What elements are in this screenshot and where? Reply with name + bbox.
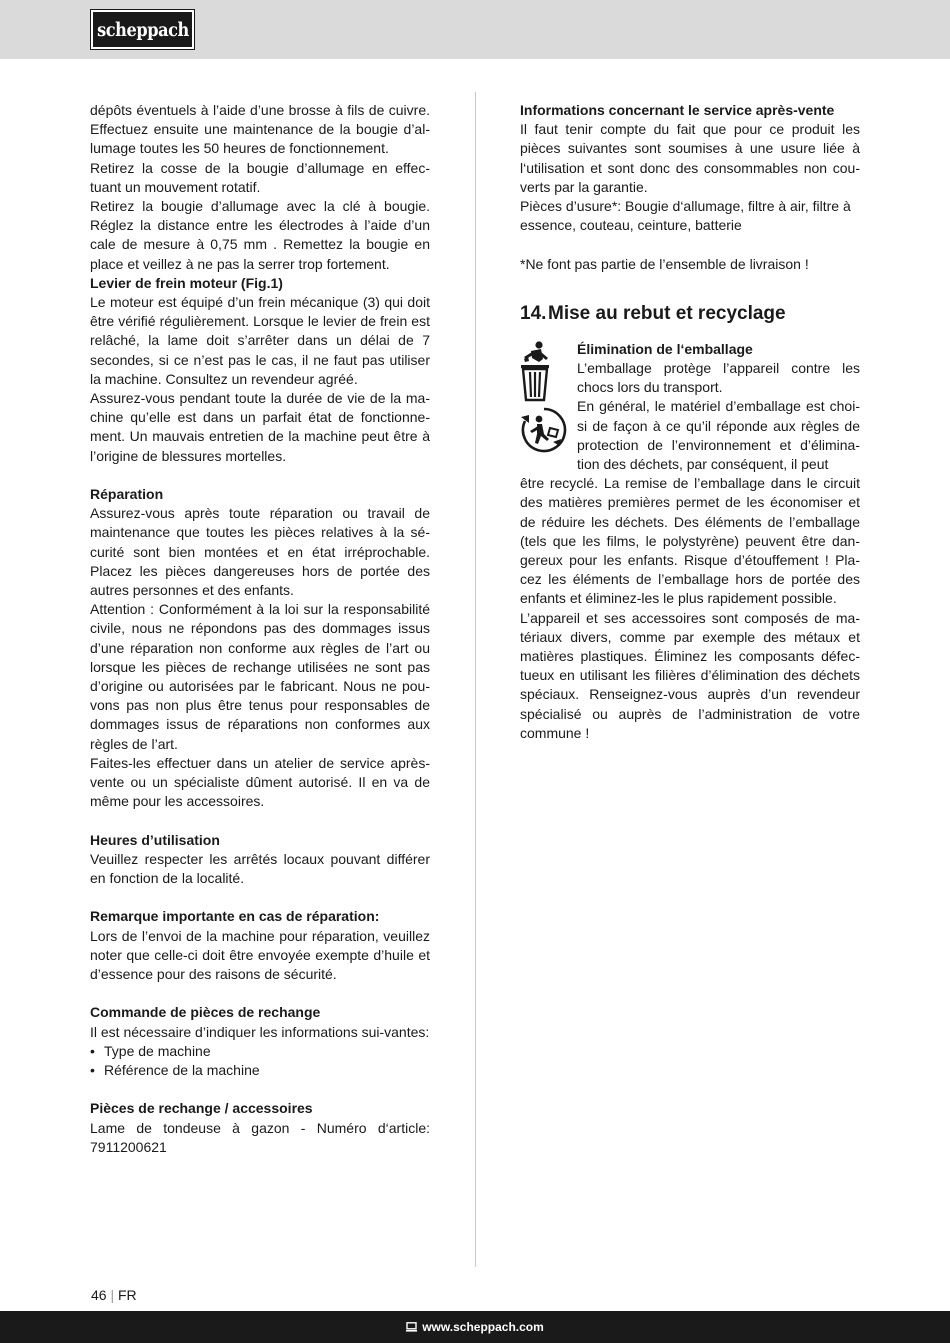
- packaging-paragraph-2a: En général, le matériel d’emballage est choi-si de façon à ce qu’il réponde aux règles de protection de l’environnement et d’élimina-tion des déchets, par conséquent, il peut: [577, 398, 860, 473]
- hours-heading: Heures d’utilisation: [90, 831, 220, 848]
- packaging-paragraph-2b: être recyclé. La remise de l’emballage dans le circuit des matières premières permet de les économiser et de réduire les déchets. Des éléments de l’emballage (tels que les films, le polystyrène) peuvent être dan-gereux pour les enfants. Risque d’étouffement ! Pla-cez les éléments de l’emballage hors de portée des enfants et éliminez-les le plus rapidement possible.: [520, 475, 860, 607]
- disposal-icons: [520, 340, 570, 454]
- order-paragraph: Il est nécessaire d’indiquer les informations sui-vantes:: [90, 1023, 430, 1040]
- spark-plug-paragraph-1: dépôts éventuels à l’aide d’une brosse à fils de cuivre. Effectuez ensuite une maintenance de la bougie d’al-lumage toutes les 50 heures de fonctionnement.: [90, 102, 430, 157]
- scheppach-logo: scheppach: [91, 10, 194, 49]
- computer-icon: [406, 1322, 417, 1332]
- repair-paragraph-2: Attention : Conformément à la loi sur la responsabilité civile, nous ne répondons pas des dommages issus d’une réparation non conforme aux règles de l’art ou lorsque les pièces de rechange utilisées ne sont pas d’origine ou autorisées par le fabricant. Nous ne pou-vons pas non plus être tenus pour responsables de dommages issus de réparations non conformes aux règles de l’art.: [90, 601, 430, 752]
- disposal-block: [520, 340, 860, 743]
- list-item: • Référence de la machine: [90, 1061, 430, 1080]
- remark-heading: Remarque importante en cas de réparation:: [90, 908, 380, 925]
- parts-heading: Pièces de rechange / accessoires: [90, 1100, 313, 1117]
- service-heading: Informations concernant le service après-vente: [520, 102, 835, 118]
- service-paragraph-2: Pièces d’usure*: Bougie d‘allumage, filtre à air, filtre à essence, couteau, ceinture, batterie: [520, 198, 851, 234]
- page-number: 46 | FR: [91, 1287, 137, 1303]
- list-item: • Type de machine: [90, 1042, 430, 1061]
- brake-paragraph-1: Le moteur est équipé d’un frein mécanique (3) qui doit être vérifié régulièrement. Lorsque le levier de frein est relâché, la lame doit s’arrêter dans un délai de 7 secondes, si ce n’est pas le cas, il ne faut pas utiliser la machine. Consultez un revendeur agréé.: [90, 294, 430, 387]
- brake-paragraph-2: Assurez-vous pendant toute la durée de vie de la ma-chine qu’elle est dans un parfait état de fonctionne-ment. Un mauvais entretien de la machine peut être à l’origine de blessures mortelles.: [90, 390, 430, 464]
- website-link[interactable]: www.scheppach.com: [422, 1320, 544, 1334]
- parts-paragraph: Lame de tondeuse à gazon - Numéro d‘article: 7911200621: [90, 1119, 430, 1155]
- section-title: Mise au rebut et recyclage: [548, 302, 786, 324]
- packaging-paragraph-1: L’emballage protège l’appareil contre les chocs lors du transport.: [577, 360, 860, 396]
- packaging-heading: Élimination de l‘emballage: [577, 340, 753, 357]
- brake-heading: Levier de frein moteur (Fig.1): [90, 274, 283, 291]
- service-note: *Ne font pas partie de l’ensemble de livraison !: [520, 255, 809, 272]
- service-paragraph-1: Il faut tenir compte du fait que pour ce produit les pièces suivantes sont soumises à une usure liée à l‘utilisation et sont donc des consommables non cou-verts par la garantie.: [520, 121, 860, 195]
- left-column: [90, 101, 430, 1157]
- recycling-icon: [520, 406, 568, 454]
- trash-bin-icon: [520, 340, 550, 402]
- packaging-paragraph-3: L’appareil et ses accessoires sont composés de ma-tériaux divers, comme par exemple des métaux et matières plastiques. Éliminez les composants défec-tueux en utilisant les filières d’élimination des déchets spéciaux. Renseignez-vous auprès d’un revendeur spécialisé ou auprès de l’administration de votre commune !: [520, 609, 860, 741]
- footer-band: [0, 1311, 950, 1343]
- section-heading: [520, 302, 860, 326]
- repair-paragraph-3: Faites-les effectuer dans un atelier de service après-vente ou un spécialiste dûment autorisé. Il en va de même pour les accessoires.: [90, 754, 430, 810]
- spark-plug-paragraph-3: Retirez la bougie d’allumage avec la clé à bougie. Réglez la distance entre les électrodes à l’aide d’un cale de mesure à 0,75 mm . Remettez la bougie en place et veillez à ne pas la serrer trop fortement.: [90, 198, 430, 272]
- repair-paragraph-1: Assurez-vous après toute réparation ou travail de maintenance que toutes les pièces relatives à la sé-curité sont bien montées et en état irréprochable. Placez les pièces dangereuses hors de portée des autres personnes et des enfants.: [90, 505, 430, 599]
- hours-paragraph: Veuillez respecter les arrêtés locaux pouvant différer en fonction de la localité.: [90, 850, 430, 887]
- section-number: 14.: [520, 302, 547, 324]
- repair-heading: Réparation: [90, 486, 164, 503]
- column-divider: [475, 92, 476, 1267]
- remark-paragraph: Lors de l’envoi de la machine pour réparation, veuillez noter que celle-ci doit être envoyée exempte d’huile et d’essence pour des raisons de sécurité.: [90, 927, 430, 983]
- spark-plug-paragraph-2: Retirez la cosse de la bougie d’allumage en effec-tuant un mouvement rotatif.: [90, 159, 430, 195]
- right-column: [520, 101, 860, 743]
- order-heading: Commande de pièces de rechange: [90, 1004, 321, 1021]
